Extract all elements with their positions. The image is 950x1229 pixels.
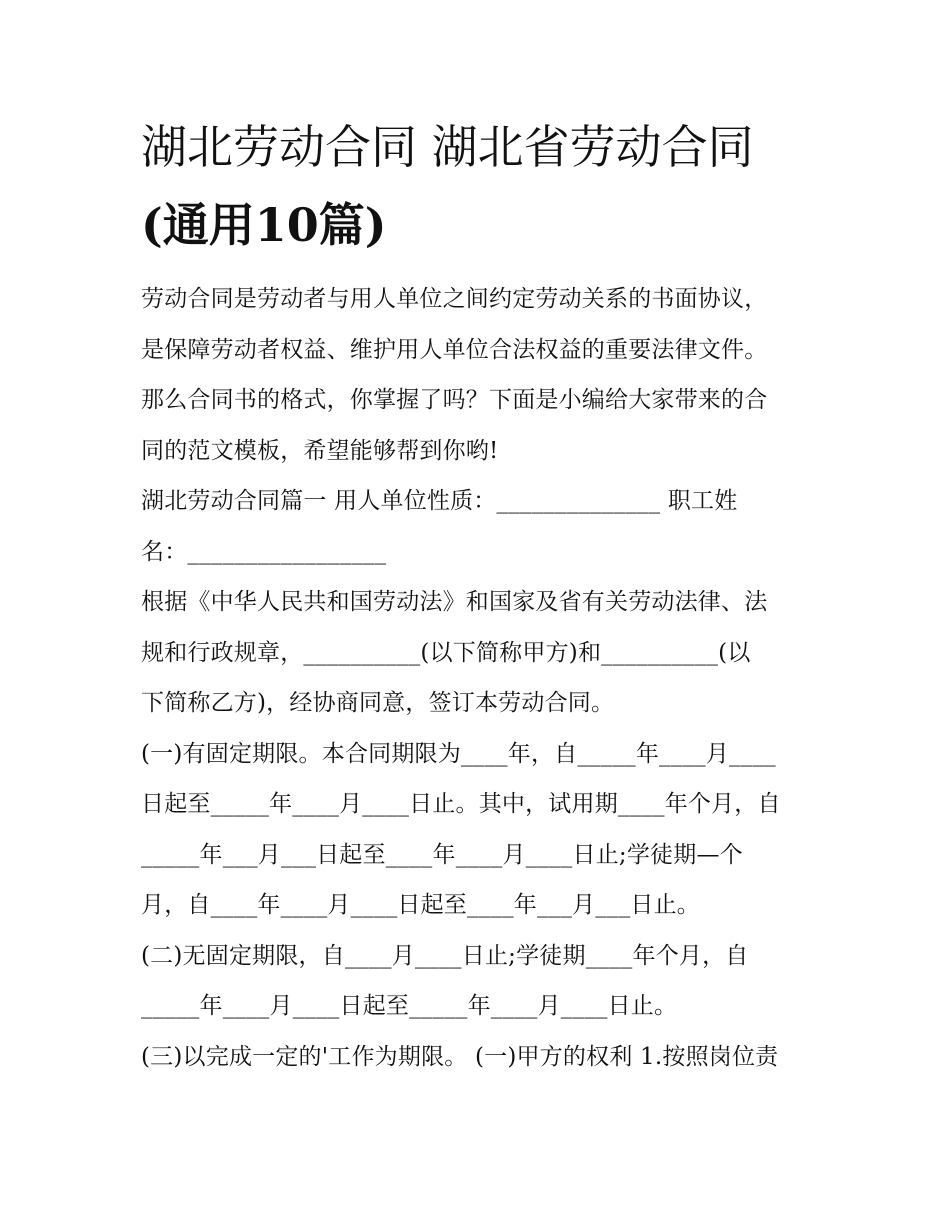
body-line: _____年____月____日起至_____年____月____日止。: [141, 993, 678, 1019]
body-line: 那么合同书的格式，你掌握了吗？下面是小编给大家带来的合: [141, 387, 768, 413]
document-title: [141, 108, 813, 264]
body-line: 同的范文模板，希望能够帮到你哟!: [141, 437, 499, 464]
body-line: 是保障劳动者权益、维护用人单位合法权益的重要法律文件。: [141, 336, 768, 363]
document-page: [141, 108, 813, 1082]
body-line: 湖北劳动合同篇一 用人单位性质：______________ 职工姓: [141, 488, 738, 514]
body-line: 月，自____年____月____日起至____年___月___日止。: [141, 892, 700, 918]
body-line: (二)无固定期限，自____月____日止;学徒期____年个月，自: [141, 942, 749, 969]
body-line: (一)有固定期限。本合同期限为____年，自_____年____月____: [141, 740, 776, 767]
body-line: 名：_________________: [141, 538, 387, 565]
body-line: 根据《中华人民共和国劳动法》和国家及省有关劳动法律、法: [141, 589, 768, 615]
body-line: (三)以完成一定的'工作为期限。 (一)甲方的权利 1.按照岗位责: [141, 1043, 779, 1070]
body-line: 下简称乙方)，经协商同意，签订本劳动合同。: [141, 690, 615, 716]
title-line-2: (通用10篇): [141, 198, 387, 252]
title-line-1: 湖北劳动合同 湖北省劳动合同: [141, 120, 754, 174]
body-line: 日起至_____年____月____日止。其中，试用期____年个月，自: [141, 791, 781, 817]
body-line: _____年___月___日起至____年____月____日止;学徒期—个: [141, 841, 743, 868]
body-line: 劳动合同是劳动者与用人单位之间约定劳动关系的书面协议，: [141, 286, 768, 312]
body-line: 规和行政规章，__________(以下简称甲方)和__________(以: [141, 639, 751, 666]
